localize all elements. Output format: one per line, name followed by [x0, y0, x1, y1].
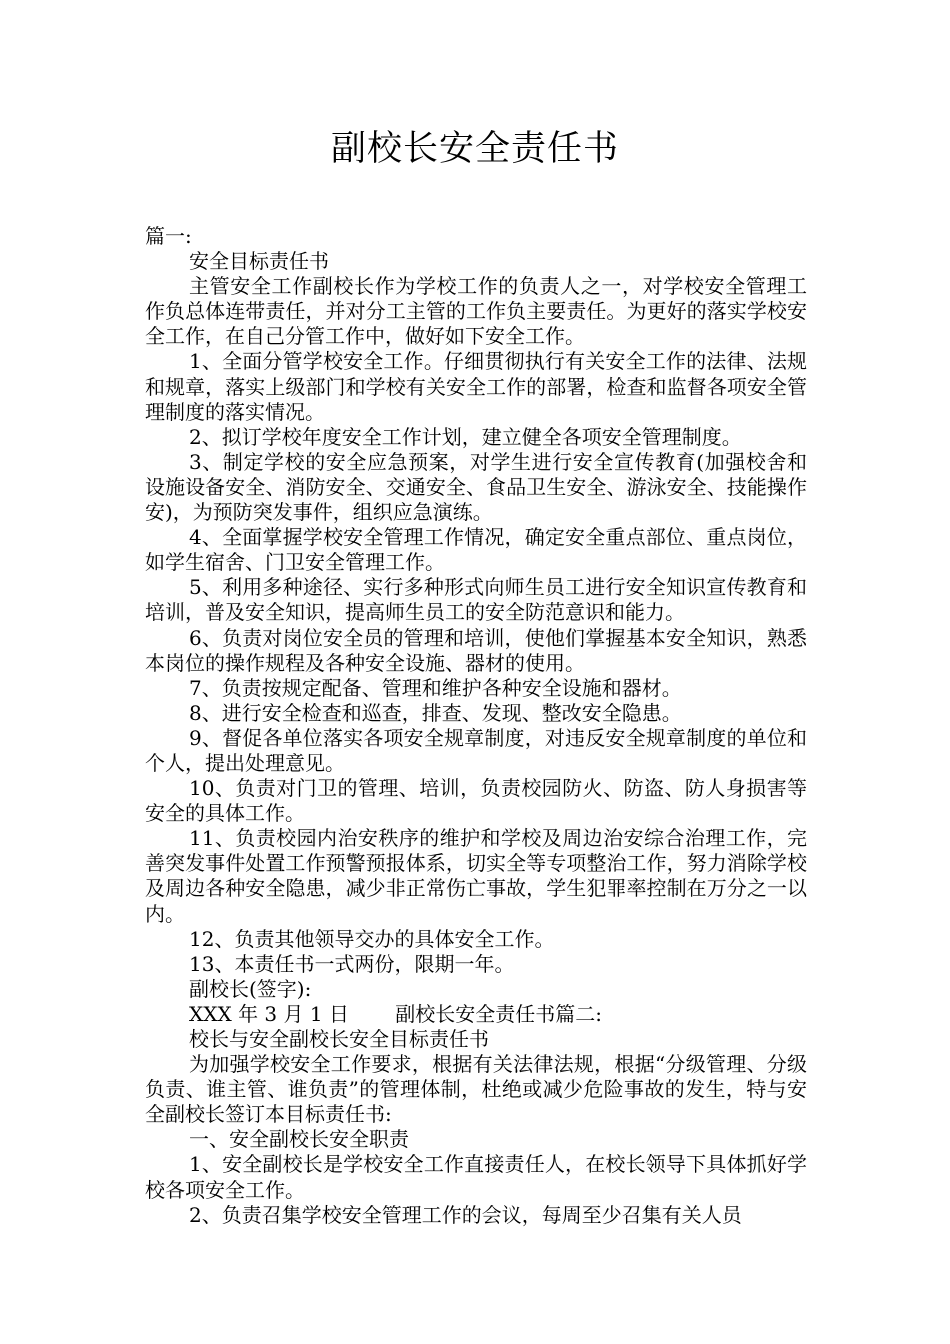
- paragraph: 篇一:: [145, 224, 192, 248]
- paragraph: 校长与安全副校长安全目标责任书: [189, 1027, 489, 1051]
- paragraph: 副校长(签字):: [189, 976, 312, 1001]
- paragraph: 2、拟订学校年度安全工作计划，建立健全各项安全管理制度。: [189, 424, 742, 449]
- paragraph: 6、负责对岗位安全员的管理和培训，使他们掌握基本安全知识，熟悉本岗位的操作规程及各种安全设施、器材的使用。: [145, 625, 807, 675]
- paragraph: 为加强学校安全工作要求，根据有关法律法规，根据“分级管理、分级负责、谁主管、谁负责”的管理体制，杜绝或减少危险事故的发生，特与安全副校长签订本目标责任书:: [145, 1052, 807, 1127]
- paragraph: 主管安全工作副校长作为学校工作的负责人之一，对学校安全管理工作负总体连带责任，并对分工主管的工作负主要责任。为更好的落实学校安全工作，在自己分管工作中，做好如下安全工作。: [145, 274, 807, 349]
- paragraph: 13、本责任书一式两份，限期一年。: [189, 951, 515, 976]
- paragraph: 4、全面掌握学校安全管理工作情况，确定安全重点部位、重点岗位，如学生宿舍、门卫安全管理工作。: [145, 525, 807, 575]
- document-title: 副校长安全责任书: [330, 129, 619, 169]
- paragraph: 2、负责召集学校安全管理工作的会议，每周至少召集有关人员: [189, 1202, 742, 1227]
- paragraph: 8、进行安全检查和巡查，排查、发现、整改安全隐患。: [189, 700, 682, 725]
- paragraph: XXX 年 3 月 1 日 副校长安全责任书篇二:: [189, 1001, 603, 1026]
- paragraph: 安全目标责任书: [189, 249, 329, 274]
- paragraph: 3、制定学校的安全应急预案，对学生进行安全宣传教育(加强校舍和设施设备安全、消防安全、交通安全、食品卫生安全、游泳安全、技能操作安)，为预防突发事件，组织应急演练。: [145, 449, 807, 525]
- paragraph: 5、利用多种途径、实行多种形式向师生员工进行安全知识宣传教育和培训，普及安全知识，提高师生员工的安全防范意识和能力。: [145, 575, 807, 625]
- paragraph: 1、安全副校长是学校安全工作直接责任人，在校长领导下具体抓好学校各项安全工作。: [145, 1152, 807, 1202]
- paragraph: 10、负责对门卫的管理、培训，负责校园防火、防盗、防人身损害等安全的具体工作。: [145, 776, 807, 826]
- paragraph: 11、负责校园内治安秩序的维护和学校及周边治安综合治理工作，完善突发事件处置工作预警预报体系，切实全等专项整治工作，努力消除学校及周边各种安全隐患，减少非正常伤亡事故，学生犯罪率控制在万分之一以内。: [145, 826, 807, 926]
- document-body: [145, 224, 807, 1228]
- paragraph: 一、安全副校长安全职责: [189, 1127, 409, 1152]
- paragraph: 7、负责按规定配备、管理和维护各种安全设施和器材。: [189, 675, 682, 700]
- paragraph: 12、负责其他领导交办的具体安全工作。: [189, 926, 555, 951]
- paragraph: 1、全面分管学校安全工作。仔细贯彻执行有关安全工作的法律、法规和规章，落实上级部门和学校有关安全工作的部署，检查和监督各项安全管理制度的落实情况。: [145, 349, 807, 424]
- paragraph: 9、督促各单位落实各项安全规章制度，对违反安全规章制度的单位和个人，提出处理意见。: [145, 725, 807, 775]
